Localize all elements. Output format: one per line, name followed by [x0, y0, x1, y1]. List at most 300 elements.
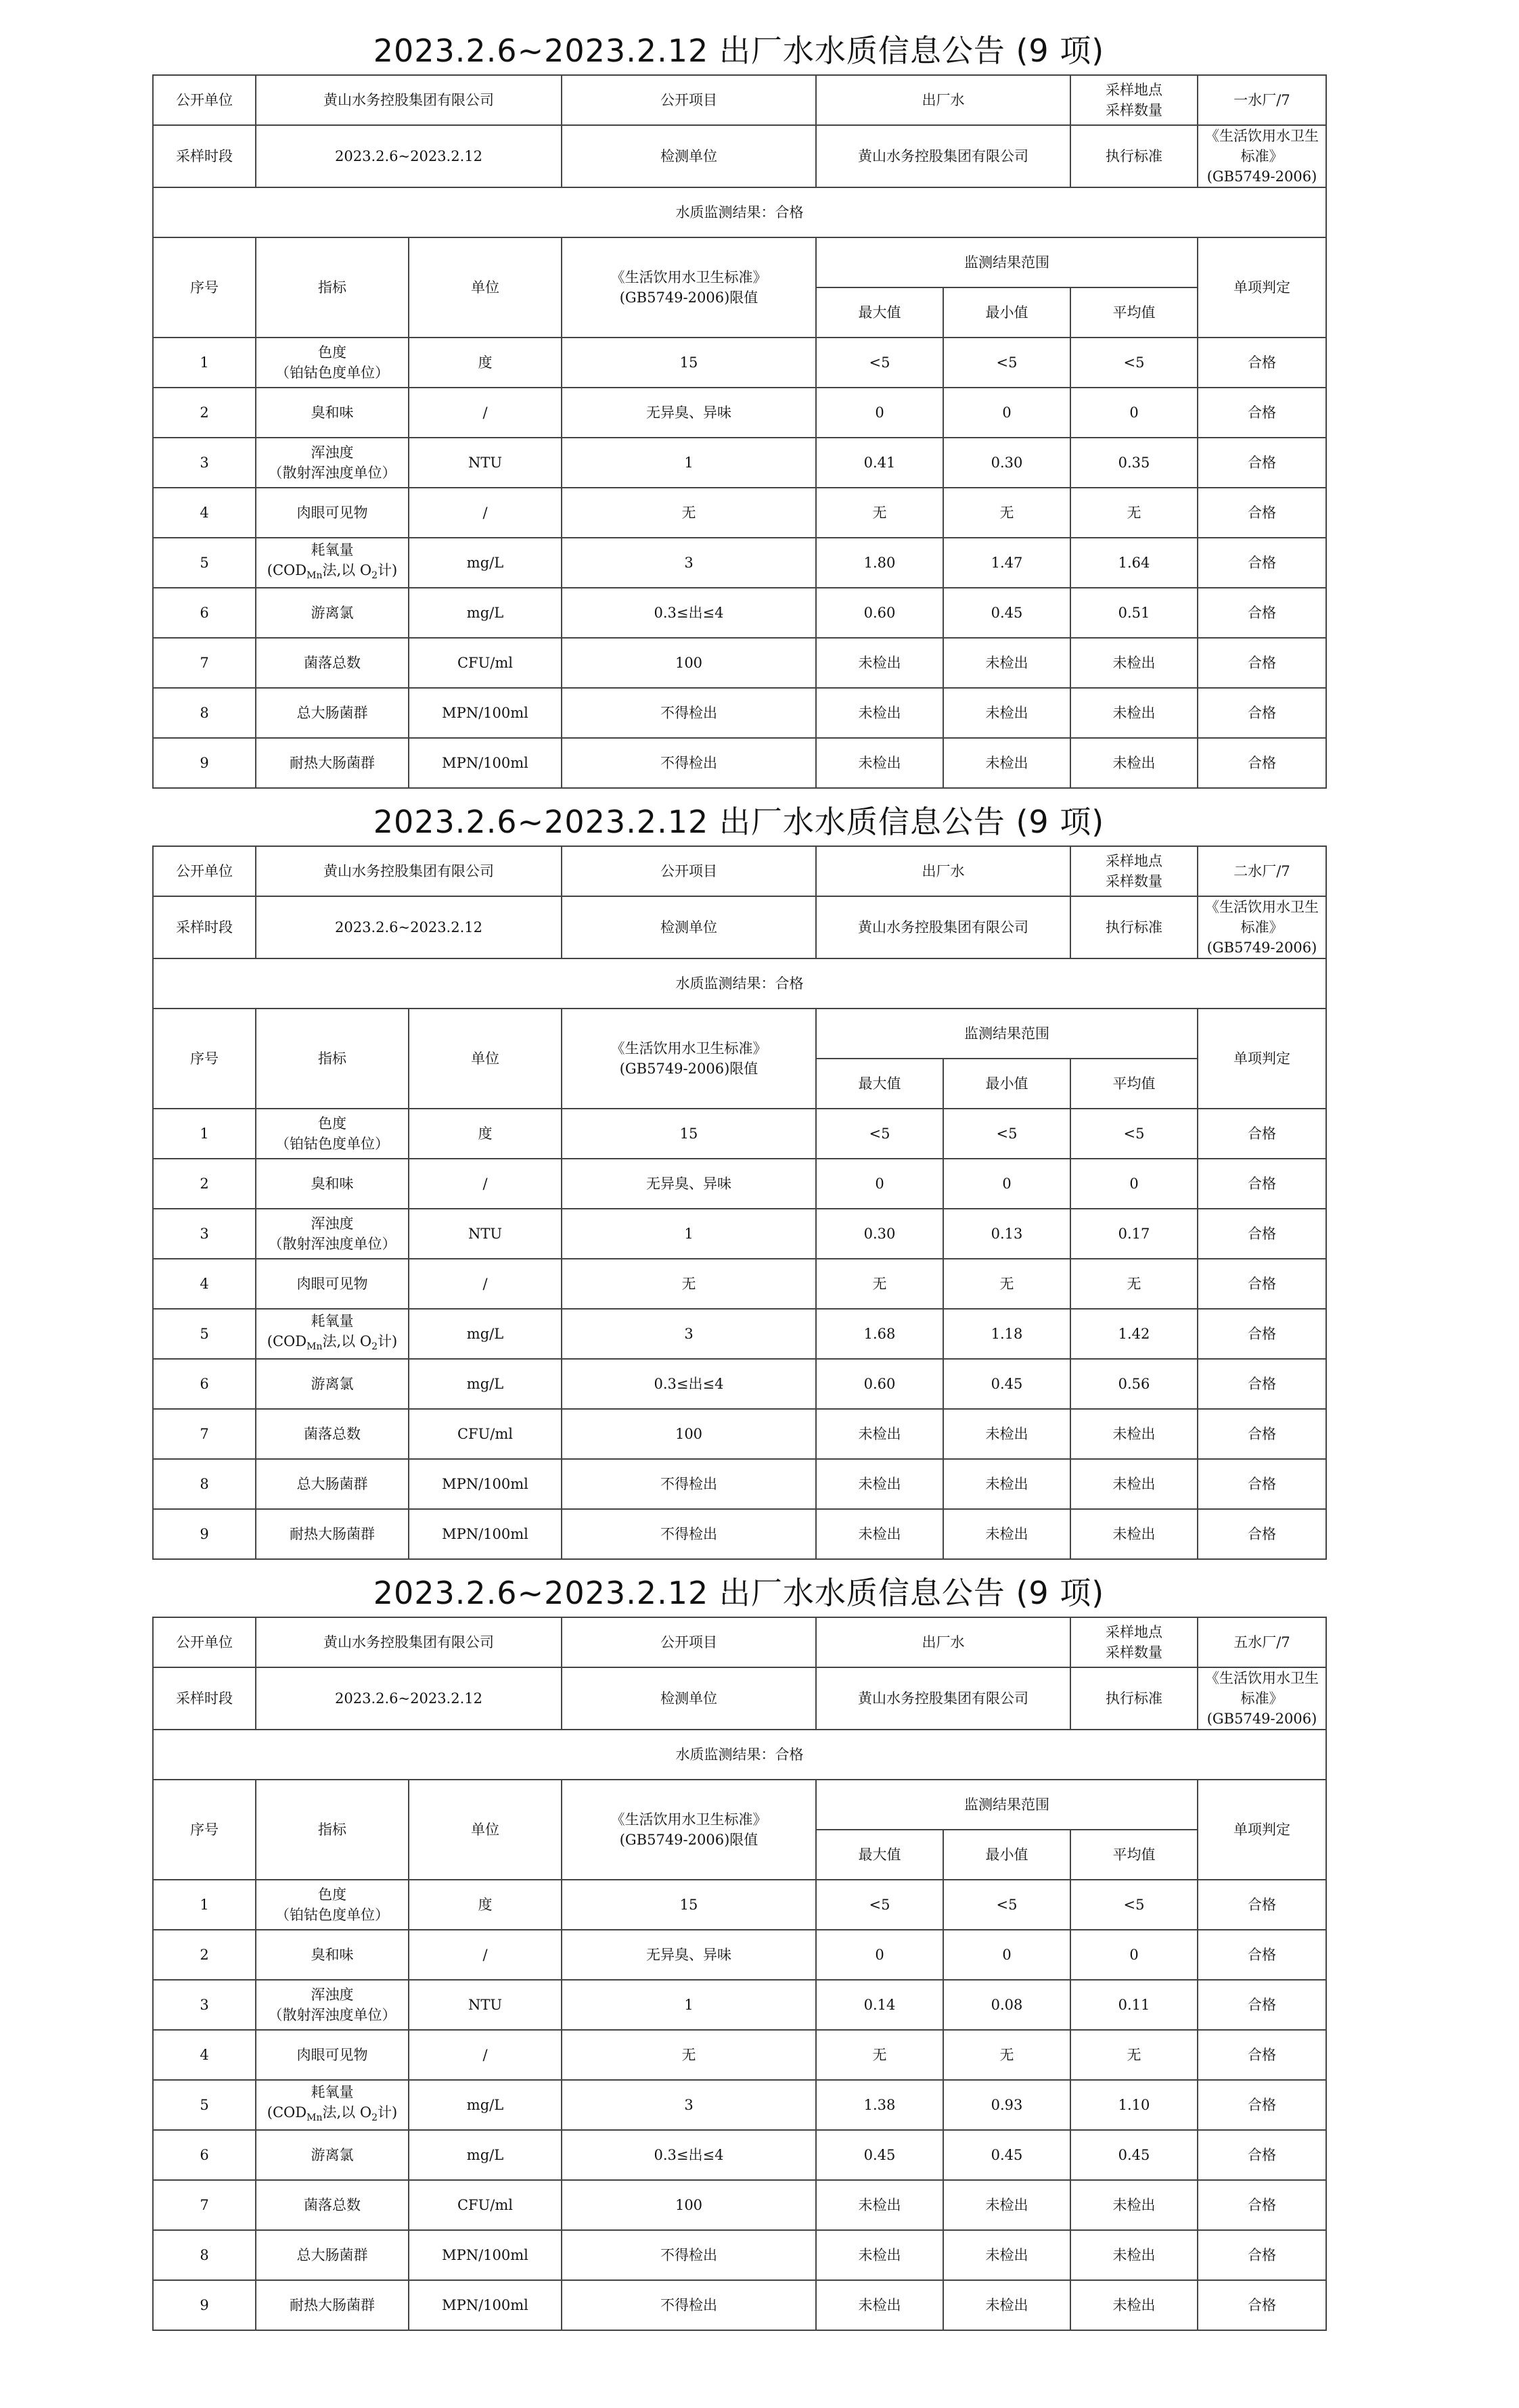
row-min: 未检出: [943, 2180, 1070, 2230]
row-unit: MPN/100ml: [409, 1509, 562, 1559]
row-unit: MPN/100ml: [409, 738, 562, 788]
row-max: 未检出: [816, 688, 943, 738]
table-row: [153, 2230, 1326, 2280]
table-row: [153, 2080, 1326, 2130]
row-judge: 合格: [1198, 1259, 1326, 1309]
publisher-label: 公开单位: [153, 1617, 256, 1667]
row-limit: 100: [562, 638, 816, 688]
table-row: [153, 1509, 1326, 1559]
table-row: [153, 588, 1326, 638]
tester-label: 检测单位: [562, 125, 816, 187]
table-row: [153, 2030, 1326, 2080]
row-min: 未检出: [943, 2230, 1070, 2280]
row-unit: /: [409, 388, 562, 438]
header-max: 最大值: [816, 1830, 943, 1880]
row-indicator: 臭和味: [256, 388, 409, 438]
row-limit: 0.3≤出≤4: [562, 1359, 816, 1409]
row-judge: 合格: [1198, 1109, 1326, 1159]
row-no: 2: [153, 1930, 256, 1980]
site-value: 五水厂/7: [1198, 1617, 1326, 1667]
row-judge: 合格: [1198, 2230, 1326, 2280]
row-indicator: 总大肠菌群: [256, 688, 409, 738]
row-unit: /: [409, 488, 562, 538]
row-indicator: 浑浊度 （散射浑浊度单位）: [256, 438, 409, 488]
header-range: 监测结果范围: [816, 1780, 1198, 1830]
row-unit: MPN/100ml: [409, 688, 562, 738]
row-max: 未检出: [816, 1409, 943, 1459]
tester-value: 黄山水务控股集团有限公司: [816, 125, 1070, 187]
table-row: [153, 1159, 1326, 1209]
row-no: 4: [153, 2030, 256, 2080]
row-judge: 合格: [1198, 338, 1326, 388]
row-no: 5: [153, 1309, 256, 1359]
row-no: 4: [153, 488, 256, 538]
header-limit: 《生活饮用水卫生标准》 (GB5749-2006)限值: [562, 1780, 816, 1880]
table-row: [153, 688, 1326, 738]
header-limit: 《生活饮用水卫生标准》 (GB5749-2006)限值: [562, 237, 816, 338]
header-min: 最小值: [943, 1830, 1070, 1880]
row-limit: 15: [562, 1109, 816, 1159]
header-indicator: 指标: [256, 237, 409, 338]
row-limit: 不得检出: [562, 1459, 816, 1509]
row-min: 未检出: [943, 2280, 1070, 2330]
row-judge: 合格: [1198, 2030, 1326, 2080]
row-min: 0.93: [943, 2080, 1070, 2130]
row-indicator: 臭和味: [256, 1159, 409, 1209]
tester-value: 黄山水务控股集团有限公司: [816, 896, 1070, 958]
row-min: 未检出: [943, 638, 1070, 688]
row-min: 未检出: [943, 1459, 1070, 1509]
row-limit: 无: [562, 488, 816, 538]
row-judge: 合格: [1198, 1309, 1326, 1359]
standard-value: 《生活饮用水卫生标准》 (GB5749-2006): [1198, 896, 1326, 958]
row-min: 0.13: [943, 1209, 1070, 1259]
row-unit: /: [409, 1930, 562, 1980]
row-limit: 3: [562, 538, 816, 588]
row-indicator: 游离氯: [256, 588, 409, 638]
row-indicator: 耐热大肠菌群: [256, 738, 409, 788]
row-min: 0: [943, 1159, 1070, 1209]
report-title: 2023.2.6~2023.2.12 出厂水水质信息公告 (9 项): [373, 32, 1105, 69]
row-avg: 未检出: [1070, 2230, 1198, 2280]
item-value: 出厂水: [816, 846, 1070, 896]
header-avg: 平均值: [1070, 1059, 1198, 1109]
row-no: 3: [153, 1209, 256, 1259]
row-unit: mg/L: [409, 588, 562, 638]
row-judge: 合格: [1198, 1209, 1326, 1259]
row-avg: 0: [1070, 388, 1198, 438]
table-row: [153, 2280, 1326, 2330]
row-limit: 3: [562, 1309, 816, 1359]
row-max: 0: [816, 1930, 943, 1980]
row-min: 未检出: [943, 1509, 1070, 1559]
row-avg: 未检出: [1070, 638, 1198, 688]
row-max: 无: [816, 1259, 943, 1309]
row-max: 未检出: [816, 1509, 943, 1559]
header-no: 序号: [153, 1009, 256, 1109]
row-judge: 合格: [1198, 538, 1326, 588]
standard-label: 执行标准: [1070, 896, 1198, 958]
row-no: 2: [153, 1159, 256, 1209]
table-row: [153, 638, 1326, 688]
header-limit: 《生活饮用水卫生标准》 (GB5749-2006)限值: [562, 1009, 816, 1109]
row-limit: 无异臭、异味: [562, 1159, 816, 1209]
row-indicator: 浑浊度 （散射浑浊度单位）: [256, 1209, 409, 1259]
row-judge: 合格: [1198, 638, 1326, 688]
row-judge: 合格: [1198, 2130, 1326, 2180]
header-indicator: 指标: [256, 1009, 409, 1109]
row-unit: NTU: [409, 438, 562, 488]
row-unit: 度: [409, 338, 562, 388]
row-avg: <5: [1070, 338, 1198, 388]
row-no: 6: [153, 1359, 256, 1409]
row-max: 0: [816, 388, 943, 438]
table-row: [153, 2130, 1326, 2180]
row-avg: 无: [1070, 488, 1198, 538]
row-avg: 无: [1070, 1259, 1198, 1309]
row-limit: 0.3≤出≤4: [562, 588, 816, 638]
row-max: 无: [816, 488, 943, 538]
row-unit: 度: [409, 1880, 562, 1930]
row-avg: 0: [1070, 1159, 1198, 1209]
row-judge: 合格: [1198, 1980, 1326, 2030]
row-max: <5: [816, 338, 943, 388]
header-unit: 单位: [409, 1780, 562, 1880]
row-max: 无: [816, 2030, 943, 2080]
row-no: 9: [153, 1509, 256, 1559]
row-no: 6: [153, 588, 256, 638]
table-row: [153, 338, 1326, 388]
row-judge: 合格: [1198, 738, 1326, 788]
row-indicator: 耗氧量 ($COD_{Mn}$法,以 $O_2$计): [256, 538, 409, 588]
table-row: [153, 2180, 1326, 2230]
row-no: 8: [153, 2230, 256, 2280]
row-judge: 合格: [1198, 688, 1326, 738]
item-label: 公开项目: [562, 75, 816, 125]
table-row: [153, 738, 1326, 788]
row-indicator: 色度 （铂钴色度单位）: [256, 1109, 409, 1159]
row-limit: 不得检出: [562, 1509, 816, 1559]
row-indicator: 菌落总数: [256, 2180, 409, 2230]
row-min: 1.47: [943, 538, 1070, 588]
row-judge: 合格: [1198, 1930, 1326, 1980]
header-unit: 单位: [409, 237, 562, 338]
row-max: 未检出: [816, 2230, 943, 2280]
row-avg: 无: [1070, 2030, 1198, 2080]
header-no: 序号: [153, 237, 256, 338]
item-label: 公开项目: [562, 846, 816, 896]
period-label: 采样时段: [153, 1667, 256, 1730]
row-unit: /: [409, 1259, 562, 1309]
table-row: [153, 538, 1326, 588]
row-judge: 合格: [1198, 1409, 1326, 1459]
row-unit: MPN/100ml: [409, 2280, 562, 2330]
row-max: 0.60: [816, 588, 943, 638]
row-avg: <5: [1070, 1880, 1198, 1930]
row-no: 1: [153, 1109, 256, 1159]
row-limit: 15: [562, 1880, 816, 1930]
row-min: 未检出: [943, 1409, 1070, 1459]
row-min: 0.30: [943, 438, 1070, 488]
standard-value: 《生活饮用水卫生标准》 (GB5749-2006): [1198, 1667, 1326, 1730]
row-limit: 不得检出: [562, 2280, 816, 2330]
standard-value: 《生活饮用水卫生标准》 (GB5749-2006): [1198, 125, 1326, 187]
header-avg: 平均值: [1070, 1830, 1198, 1880]
row-unit: MPN/100ml: [409, 2230, 562, 2280]
row-no: 7: [153, 1409, 256, 1459]
row-no: 1: [153, 338, 256, 388]
standard-label: 执行标准: [1070, 1667, 1198, 1730]
period-value: 2023.2.6~2023.2.12: [256, 896, 562, 958]
row-judge: 合格: [1198, 438, 1326, 488]
row-judge: 合格: [1198, 488, 1326, 538]
row-no: 3: [153, 1980, 256, 2030]
row-min: 0: [943, 388, 1070, 438]
row-avg: <5: [1070, 1109, 1198, 1159]
row-indicator: 耗氧量 ($COD_{Mn}$法,以 $O_2$计): [256, 1309, 409, 1359]
row-limit: 15: [562, 338, 816, 388]
row-limit: 100: [562, 1409, 816, 1459]
row-min: 1.18: [943, 1309, 1070, 1359]
row-judge: 合格: [1198, 1159, 1326, 1209]
header-judge: 单项判定: [1198, 1780, 1326, 1880]
row-no: 6: [153, 2130, 256, 2180]
header-avg: 平均值: [1070, 287, 1198, 338]
header-range: 监测结果范围: [816, 1009, 1198, 1059]
row-no: 7: [153, 2180, 256, 2230]
row-max: 未检出: [816, 638, 943, 688]
quality-table: [152, 846, 1327, 1560]
row-min: 0.45: [943, 1359, 1070, 1409]
row-indicator: 色度 （铂钴色度单位）: [256, 338, 409, 388]
row-unit: CFU/ml: [409, 2180, 562, 2230]
header-max: 最大值: [816, 287, 943, 338]
table-row: [153, 1930, 1326, 1980]
row-min: <5: [943, 1880, 1070, 1930]
row-limit: 不得检出: [562, 2230, 816, 2280]
table-row: [153, 1259, 1326, 1309]
row-max: 0.30: [816, 1209, 943, 1259]
row-unit: NTU: [409, 1209, 562, 1259]
row-max: 1.80: [816, 538, 943, 588]
row-min: 未检出: [943, 738, 1070, 788]
row-max: 未检出: [816, 2280, 943, 2330]
site-value: 二水厂/7: [1198, 846, 1326, 896]
standard-label: 执行标准: [1070, 125, 1198, 187]
row-max: 0.41: [816, 438, 943, 488]
row-limit: 100: [562, 2180, 816, 2230]
row-judge: 合格: [1198, 588, 1326, 638]
item-label: 公开项目: [562, 1617, 816, 1667]
period-label: 采样时段: [153, 896, 256, 958]
table-row: [153, 488, 1326, 538]
row-limit: 1: [562, 438, 816, 488]
row-limit: 无异臭、异味: [562, 1930, 816, 1980]
row-avg: 1.10: [1070, 2080, 1198, 2130]
row-avg: 未检出: [1070, 2180, 1198, 2230]
row-avg: 0: [1070, 1930, 1198, 1980]
row-avg: 0.11: [1070, 1980, 1198, 2030]
row-max: 未检出: [816, 738, 943, 788]
row-indicator: 色度 （铂钴色度单位）: [256, 1880, 409, 1930]
row-indicator: 总大肠菌群: [256, 1459, 409, 1509]
item-value: 出厂水: [816, 75, 1070, 125]
header-judge: 单项判定: [1198, 237, 1326, 338]
table-row: [153, 438, 1326, 488]
row-avg: 未检出: [1070, 1509, 1198, 1559]
tester-label: 检测单位: [562, 896, 816, 958]
row-min: 未检出: [943, 688, 1070, 738]
row-limit: 0.3≤出≤4: [562, 2130, 816, 2180]
row-indicator: 耐热大肠菌群: [256, 1509, 409, 1559]
quality-table: [152, 74, 1327, 789]
row-min: 0.45: [943, 2130, 1070, 2180]
row-avg: 未检出: [1070, 688, 1198, 738]
row-min: 0: [943, 1930, 1070, 1980]
row-avg: 0.35: [1070, 438, 1198, 488]
site-label: 采样地点 采样数量: [1070, 1617, 1198, 1667]
table-row: [153, 1309, 1326, 1359]
row-avg: 0.17: [1070, 1209, 1198, 1259]
table-row: [153, 1459, 1326, 1509]
row-unit: CFU/ml: [409, 638, 562, 688]
row-limit: 1: [562, 1209, 816, 1259]
header-max: 最大值: [816, 1059, 943, 1109]
header-min: 最小值: [943, 1059, 1070, 1109]
row-no: 8: [153, 688, 256, 738]
period-value: 2023.2.6~2023.2.12: [256, 1667, 562, 1730]
row-limit: 不得检出: [562, 688, 816, 738]
row-max: 未检出: [816, 2180, 943, 2230]
table-row: [153, 1409, 1326, 1459]
row-min: <5: [943, 338, 1070, 388]
row-indicator: 菌落总数: [256, 1409, 409, 1459]
row-no: 5: [153, 2080, 256, 2130]
row-unit: /: [409, 2030, 562, 2080]
quality-table: [152, 1617, 1327, 2331]
row-min: 无: [943, 488, 1070, 538]
row-min: 无: [943, 2030, 1070, 2080]
header-unit: 单位: [409, 1009, 562, 1109]
row-judge: 合格: [1198, 1359, 1326, 1409]
header-indicator: 指标: [256, 1780, 409, 1880]
row-max: 0.14: [816, 1980, 943, 2030]
header-judge: 单项判定: [1198, 1009, 1326, 1109]
row-indicator: 游离氯: [256, 2130, 409, 2180]
row-indicator: 肉眼可见物: [256, 1259, 409, 1309]
row-limit: 不得检出: [562, 738, 816, 788]
row-indicator: 耐热大肠菌群: [256, 2280, 409, 2330]
row-indicator: 总大肠菌群: [256, 2230, 409, 2280]
row-max: 1.38: [816, 2080, 943, 2130]
table-row: [153, 388, 1326, 438]
row-no: 9: [153, 738, 256, 788]
row-no: 5: [153, 538, 256, 588]
row-unit: CFU/ml: [409, 1409, 562, 1459]
row-judge: 合格: [1198, 2080, 1326, 2130]
row-limit: 无: [562, 1259, 816, 1309]
row-avg: 0.45: [1070, 2130, 1198, 2180]
row-unit: 度: [409, 1109, 562, 1159]
row-unit: mg/L: [409, 1309, 562, 1359]
row-unit: mg/L: [409, 2080, 562, 2130]
row-avg: 1.42: [1070, 1309, 1198, 1359]
row-limit: 无异臭、异味: [562, 388, 816, 438]
publisher-value: 黄山水务控股集团有限公司: [256, 75, 562, 125]
row-no: 4: [153, 1259, 256, 1309]
row-no: 9: [153, 2280, 256, 2330]
table-row: [153, 1880, 1326, 1930]
row-limit: 3: [562, 2080, 816, 2130]
row-limit: 1: [562, 1980, 816, 2030]
row-unit: mg/L: [409, 2130, 562, 2180]
row-judge: 合格: [1198, 388, 1326, 438]
row-no: 2: [153, 388, 256, 438]
publisher-value: 黄山水务控股集团有限公司: [256, 846, 562, 896]
result-summary: 水质监测结果：合格: [153, 958, 1326, 1009]
row-indicator: 臭和味: [256, 1930, 409, 1980]
row-max: 0.60: [816, 1359, 943, 1409]
row-max: 未检出: [816, 1459, 943, 1509]
site-label: 采样地点 采样数量: [1070, 75, 1198, 125]
row-max: <5: [816, 1109, 943, 1159]
table-row: [153, 1359, 1326, 1409]
row-min: 无: [943, 1259, 1070, 1309]
row-max: <5: [816, 1880, 943, 1930]
row-avg: 0.56: [1070, 1359, 1198, 1409]
row-unit: MPN/100ml: [409, 1459, 562, 1509]
result-summary: 水质监测结果：合格: [153, 1730, 1326, 1780]
tester-value: 黄山水务控股集团有限公司: [816, 1667, 1070, 1730]
row-max: 0: [816, 1159, 943, 1209]
period-label: 采样时段: [153, 125, 256, 187]
row-min: 0.45: [943, 588, 1070, 638]
table-row: [153, 1109, 1326, 1159]
result-summary: 水质监测结果：合格: [153, 187, 1326, 237]
row-limit: 无: [562, 2030, 816, 2080]
publisher-label: 公开单位: [153, 846, 256, 896]
row-avg: 未检出: [1070, 1409, 1198, 1459]
period-value: 2023.2.6~2023.2.12: [256, 125, 562, 187]
header-no: 序号: [153, 1780, 256, 1880]
row-avg: 未检出: [1070, 1459, 1198, 1509]
row-indicator: 肉眼可见物: [256, 488, 409, 538]
row-judge: 合格: [1198, 2280, 1326, 2330]
row-no: 3: [153, 438, 256, 488]
table-row: [153, 1980, 1326, 2030]
row-judge: 合格: [1198, 1459, 1326, 1509]
row-judge: 合格: [1198, 1880, 1326, 1930]
row-avg: 0.51: [1070, 588, 1198, 638]
row-no: 8: [153, 1459, 256, 1509]
row-min: <5: [943, 1109, 1070, 1159]
row-unit: mg/L: [409, 538, 562, 588]
table-row: [153, 1209, 1326, 1259]
row-max: 0.45: [816, 2130, 943, 2180]
site-value: 一水厂/7: [1198, 75, 1326, 125]
row-avg: 未检出: [1070, 2280, 1198, 2330]
row-avg: 1.64: [1070, 538, 1198, 588]
row-indicator: 浑浊度 （散射浑浊度单位）: [256, 1980, 409, 2030]
row-unit: mg/L: [409, 1359, 562, 1409]
header-range: 监测结果范围: [816, 237, 1198, 287]
header-min: 最小值: [943, 287, 1070, 338]
row-indicator: 耗氧量 ($COD_{Mn}$法,以 $O_2$计): [256, 2080, 409, 2130]
publisher-label: 公开单位: [153, 75, 256, 125]
row-no: 7: [153, 638, 256, 688]
row-indicator: 菌落总数: [256, 638, 409, 688]
publisher-value: 黄山水务控股集团有限公司: [256, 1617, 562, 1667]
